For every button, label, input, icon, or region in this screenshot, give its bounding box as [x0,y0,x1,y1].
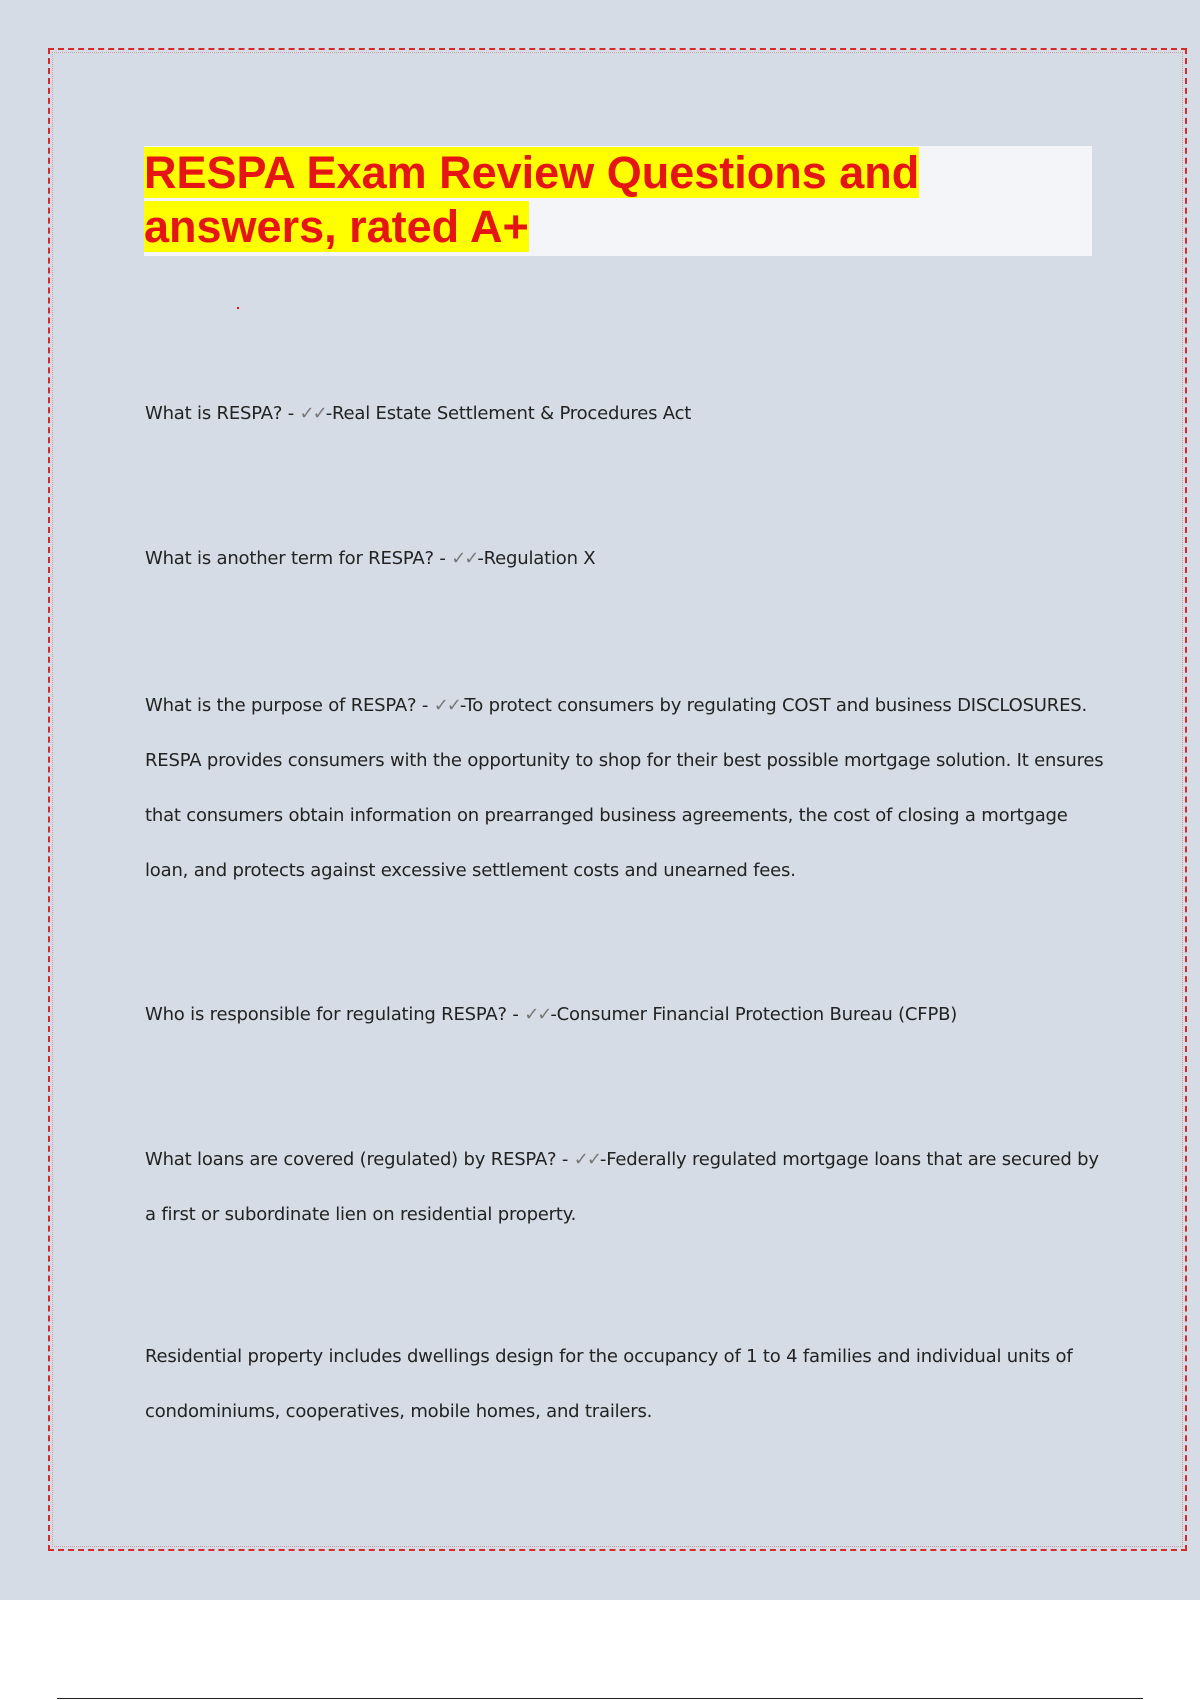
question-text: What is another term for RESPA? - [145,548,452,569]
question-text: What loans are covered (regulated) by RESPA? - [145,1149,574,1170]
qa-item-5 [145,1132,1105,1242]
double-check-icon: ✓✓ [299,403,326,424]
question-text: Who is responsible for regulating RESPA? - [145,1004,525,1025]
double-check-icon: ✓✓ [451,548,478,569]
question-text: What is RESPA? - [145,403,300,424]
document-title [144,146,1044,254]
qa-item-4 [145,987,1105,1042]
qa-item-2 [145,531,1105,586]
answer-text: -Consumer Financial Protection Bureau (CFPB) [550,1004,958,1025]
double-check-icon: ✓✓ [433,695,460,716]
double-check-icon: ✓✓ [573,1149,600,1170]
document-title-text: RESPA Exam Review Questions and answers, rated A+ [144,147,920,252]
red-dot [237,307,239,309]
answer-text: -Federally regulated mortgage loans that are secured by a first or subordinate lien on residential property. [145,1149,1099,1225]
qa-item-1 [145,386,1105,441]
answer-text: -Regulation X [477,548,596,569]
answer-text: -Real Estate Settlement & Procedures Act [325,403,692,424]
answer-text: -To protect consumers by regulating COST and business DISCLOSURES. RESPA provides consumers with the opportunity to shop for their best possible mortgage solution. It ensures that consumers obtain information on prearranged business agreements, the cost of closing a mortgage loan, and protects against excessive settlement costs and unearned fees. [145,695,1104,881]
question-text: What is the purpose of RESPA? - [145,695,434,716]
qa-item-3 [145,678,1105,898]
footer-rule [57,1698,1143,1699]
residential-property-note: Residential property includes dwellings design for the occupancy of 1 to 4 families and individual units of condominiums, cooperatives, mobile homes, and trailers. [145,1346,1073,1422]
double-check-icon: ✓✓ [524,1004,551,1025]
